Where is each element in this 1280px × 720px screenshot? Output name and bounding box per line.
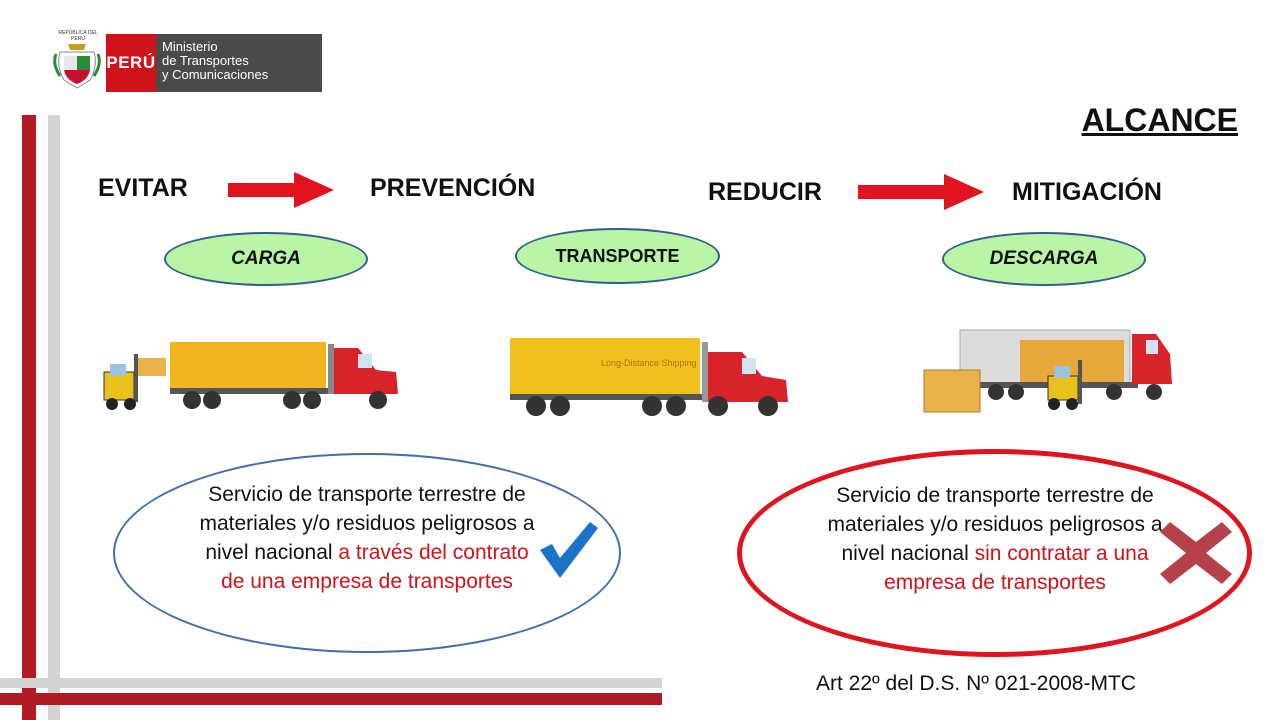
stage-label: DESCARGA [989,248,1099,269]
left-service-text [196,480,538,596]
arrow-right-icon [228,170,336,215]
right-service-text-black: Servicio de transporte terrestre de materiales y/o residuos peligrosos a nivel nacional [827,484,1163,565]
frame-bar-red-horizontal [0,693,662,705]
stage-label: CARGA [231,248,301,269]
coat-of-arms-icon [52,36,102,92]
stage-pill-transporte [515,228,720,284]
truck-loading-forklift-icon [96,326,406,421]
stage-pill-descarga [942,232,1146,286]
legal-reference: Art 22º del D.S. Nº 021-2008-MTC [816,672,1136,695]
truck-side-text: Long-Distance Shipping [601,358,697,368]
truck-transport-icon [506,326,792,425]
page-title: ALCANCE [1081,102,1238,138]
right-service-text [824,481,1166,597]
left-service-text-black: Servicio de transporte terrestre de materiales y/o residuos peligrosos a nivel nacional [199,483,535,564]
truck-unloading-forklift-icon [920,326,1176,423]
frame-bar-gray-vertical [48,115,60,720]
frame-bar-red-vertical [22,115,36,720]
stage-label: TRANSPORTE [555,245,680,266]
arrow-right-icon [858,172,986,217]
ministry-line-1: Ministerio [162,39,218,54]
stage-pill-carga [164,232,368,286]
ministry-line-2: de Transportes [162,53,249,68]
ministry-name [156,34,322,92]
shield-caption: REPÚBLICA DEL PERÚ [58,30,98,42]
flow-evitar: EVITAR [98,174,188,202]
cross-icon [1160,522,1232,589]
flow-reducir: REDUCIR [708,178,822,206]
check-icon [538,520,600,585]
left-service-text-red: a través del contrato de una empresa de transportes [221,541,529,593]
peru-label: PERÚ [106,34,156,92]
flow-mitigacion: MITIGACIÓN [1012,178,1162,206]
right-service-text-red: sin contratar a una empresa de transportes [884,542,1149,594]
flow-prevencion: PREVENCIÓN [370,174,536,202]
frame-bar-gray-horizontal [0,678,662,688]
ministry-line-3: y Comunicaciones [162,67,269,82]
